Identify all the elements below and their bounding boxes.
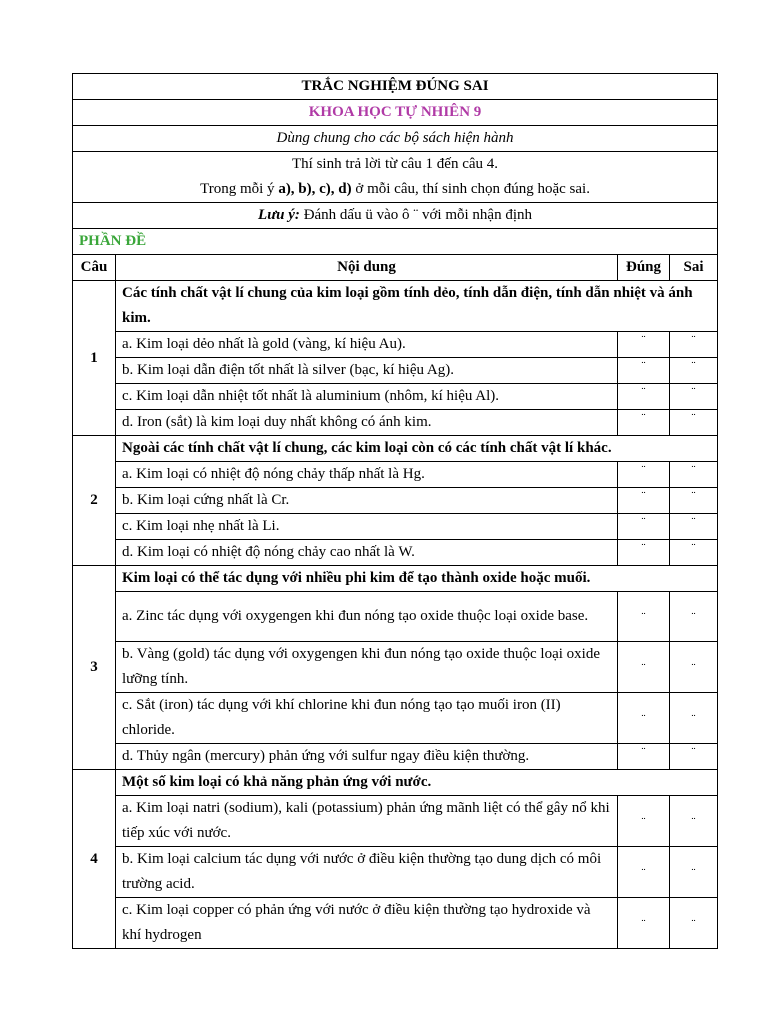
dung-checkbox[interactable]: ¨: [618, 796, 670, 847]
sai-checkbox[interactable]: ¨: [670, 540, 718, 566]
sai-checkbox[interactable]: ¨: [670, 358, 718, 384]
statement-row: [73, 488, 718, 514]
question-text: Kim loại có thể tác dụng với nhiều phi kim để tạo thành oxide hoặc muối.: [116, 566, 718, 592]
sai-checkbox[interactable]: ¨: [670, 693, 718, 744]
statement-row: [73, 332, 718, 358]
sai-checkbox[interactable]: ¨: [670, 410, 718, 436]
statement-text: b. Kim loại cứng nhất là Cr.: [116, 488, 618, 514]
statement-row: [73, 540, 718, 566]
instructions: [73, 152, 718, 203]
sai-checkbox[interactable]: ¨: [670, 592, 718, 642]
question-row: [73, 436, 718, 462]
sai-checkbox[interactable]: ¨: [670, 898, 718, 949]
sai-checkbox[interactable]: ¨: [670, 462, 718, 488]
question-row: [73, 566, 718, 592]
sai-checkbox[interactable]: ¨: [670, 847, 718, 898]
column-header-dung: Đúng: [618, 255, 670, 281]
dung-checkbox[interactable]: ¨: [618, 898, 670, 949]
note-label: Lưu ý:: [258, 207, 300, 223]
statement-row: [73, 642, 718, 693]
document-page: [72, 73, 717, 949]
statement-row: [73, 410, 718, 436]
dung-checkbox[interactable]: ¨: [618, 540, 670, 566]
dung-checkbox[interactable]: ¨: [618, 410, 670, 436]
table-header-row: [73, 255, 718, 281]
dung-checkbox[interactable]: ¨: [618, 642, 670, 693]
sai-checkbox[interactable]: ¨: [670, 514, 718, 540]
note-row: [73, 203, 718, 229]
question-number: 1: [73, 281, 116, 436]
statement-row: [73, 384, 718, 410]
dung-checkbox[interactable]: ¨: [618, 332, 670, 358]
statement-text: a. Zinc tác dụng với oxygengen khi đun nóng tạo oxide thuộc loại oxide base.: [116, 592, 618, 642]
statement-row: [73, 744, 718, 770]
statement-row: [73, 693, 718, 744]
dung-checkbox[interactable]: ¨: [618, 592, 670, 642]
sai-checkbox[interactable]: ¨: [670, 744, 718, 770]
statement-text: b. Kim loại dẫn điện tốt nhất là silver (bạc, kí hiệu Ag).: [116, 358, 618, 384]
statement-row: [73, 592, 718, 642]
instruction-line-2: Trong mỗi ý a), b), c), d) ở mỗi câu, thí sinh chọn đúng hoặc sai.: [200, 181, 590, 197]
statement-text: c. Sắt (iron) tác dụng với khí chlorine khi đun nóng tạo tạo muối iron (II) chloride.: [116, 693, 618, 744]
sai-checkbox[interactable]: ¨: [670, 796, 718, 847]
question-row: [73, 770, 718, 796]
dung-checkbox[interactable]: ¨: [618, 358, 670, 384]
statement-row: [73, 358, 718, 384]
statement-row: [73, 462, 718, 488]
dung-checkbox[interactable]: ¨: [618, 693, 670, 744]
question-text: Một số kim loại có khả năng phản ứng với nước.: [116, 770, 718, 796]
statement-text: c. Kim loại nhẹ nhất là Li.: [116, 514, 618, 540]
question-text: Các tính chất vật lí chung của kim loại gồm tính dẻo, tính dẫn điện, tính dẫn nhiệt và ánh kim.: [116, 281, 718, 332]
statement-text: b. Kim loại calcium tác dụng với nước ở điều kiện thường tạo dung dịch có môi trường acid.: [116, 847, 618, 898]
questions-body: [73, 281, 718, 949]
statement-text: a. Kim loại dẻo nhất là gold (vàng, kí hiệu Au).: [116, 332, 618, 358]
dung-checkbox[interactable]: ¨: [618, 462, 670, 488]
statement-row: [73, 898, 718, 949]
sai-checkbox[interactable]: ¨: [670, 332, 718, 358]
question-row: [73, 281, 718, 332]
usage-note: Dùng chung cho các bộ sách hiện hành: [73, 126, 718, 152]
question-number: 3: [73, 566, 116, 770]
statement-row: [73, 514, 718, 540]
dung-checkbox[interactable]: ¨: [618, 847, 670, 898]
statement-row: [73, 796, 718, 847]
statement-row: [73, 847, 718, 898]
statement-text: b. Vàng (gold) tác dụng với oxygengen khi đun nóng tạo oxide thuộc loại oxide lưỡng tính.: [116, 642, 618, 693]
statement-text: d. Kim loại có nhiệt độ nóng chảy cao nhất là W.: [116, 540, 618, 566]
document-title: TRẮC NGHIỆM ĐÚNG SAI: [73, 74, 718, 100]
question-number: 4: [73, 770, 116, 949]
sai-checkbox[interactable]: ¨: [670, 642, 718, 693]
dung-checkbox[interactable]: ¨: [618, 744, 670, 770]
instruction-line-1: Thí sinh trả lời từ câu 1 đến câu 4.: [292, 156, 499, 172]
sai-checkbox[interactable]: ¨: [670, 488, 718, 514]
dung-checkbox[interactable]: ¨: [618, 488, 670, 514]
statement-text: d. Thủy ngân (mercury) phản ứng với sulfur ngay điều kiện thường.: [116, 744, 618, 770]
quiz-table: [72, 73, 718, 949]
section-label: PHẦN ĐỀ: [73, 229, 718, 255]
statement-text: a. Kim loại natri (sodium), kali (potassium) phản ứng mãnh liệt có thể gây nổ khi tiếp xúc với nước.: [116, 796, 618, 847]
column-header-noi-dung: Nội dung: [116, 255, 618, 281]
question-text: Ngoài các tính chất vật lí chung, các kim loại còn có các tính chất vật lí khác.: [116, 436, 718, 462]
statement-text: a. Kim loại có nhiệt độ nóng chảy thấp nhất là Hg.: [116, 462, 618, 488]
statement-text: c. Kim loại dẫn nhiệt tốt nhất là aluminium (nhôm, kí hiệu Al).: [116, 384, 618, 410]
column-header-sai: Sai: [670, 255, 718, 281]
dung-checkbox[interactable]: ¨: [618, 514, 670, 540]
question-number: 2: [73, 436, 116, 566]
statement-text: c. Kim loại copper có phản ứng với nước ở điều kiện thường tạo hydroxide và khí hydrogen: [116, 898, 618, 949]
dung-checkbox[interactable]: ¨: [618, 384, 670, 410]
note-text: Đánh dấu ü vào ô ¨ với mỗi nhận định: [299, 207, 532, 223]
sai-checkbox[interactable]: ¨: [670, 384, 718, 410]
column-header-cau: Câu: [73, 255, 116, 281]
subject-title: KHOA HỌC TỰ NHIÊN 9: [73, 100, 718, 126]
statement-text: d. Iron (sắt) là kim loại duy nhất không có ánh kim.: [116, 410, 618, 436]
